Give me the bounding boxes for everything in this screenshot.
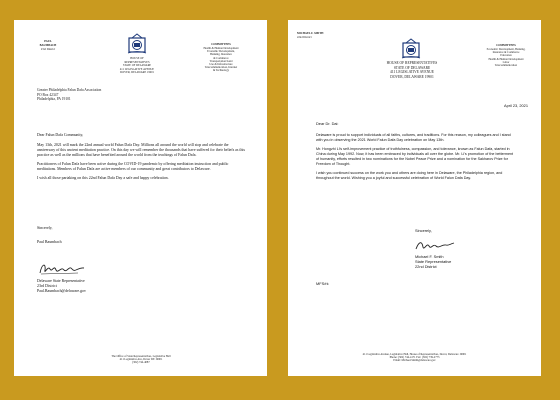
rep-district: 23rd District xyxy=(40,48,56,51)
initials: MFS/rk xyxy=(316,281,329,286)
signature-image xyxy=(414,239,456,253)
address-2: DOVER, DELAWARE 19901 xyxy=(390,74,434,79)
committee-item: Economic Development, xyxy=(207,50,235,54)
address-1: 411 LEGISLATIVE AVENUE xyxy=(390,70,434,74)
delaware-seal-icon xyxy=(400,38,422,60)
committee-item: Health & Human Development xyxy=(203,47,239,50)
signer-title: Delaware State Representative xyxy=(37,279,85,283)
house-title: HOUSE OF xyxy=(130,57,144,60)
rep-district: 22nd District xyxy=(297,36,312,39)
committee-item: Telecommunication xyxy=(494,64,518,68)
footer-line: (302) 744-4087 xyxy=(132,361,150,365)
letter-date: April 23, 2021 xyxy=(503,103,528,108)
footer xyxy=(318,353,511,363)
body-paragraph: I wish you continued success on the work you and others are doing here in Delaware, the Philadelphia region, and throughout the world. Wishing you a joyful and successful celebration of World Falun Dafa Day. xyxy=(316,171,503,180)
recipient-address xyxy=(37,88,217,102)
letter-body xyxy=(316,133,516,186)
rep-lastname: BAUMBACH xyxy=(39,44,57,47)
footer-line: Phone: (302) 744-4171 Fax: (302) 739-2773 xyxy=(389,356,440,360)
signature-image xyxy=(38,261,88,277)
committee-item: Use & Infrastructure xyxy=(209,63,233,67)
committee-item: Health & Human Development xyxy=(488,57,524,61)
committee-item: & Commerce xyxy=(213,56,229,60)
committee-list xyxy=(478,48,534,67)
state: STATE OF DELAWARE xyxy=(393,65,431,70)
salutation: Dear Falun Dafa Community, xyxy=(37,133,84,137)
committee-item: Economic Development, Banking, xyxy=(486,48,526,51)
body-paragraph: I wish all those partaking on this 22nd Falun Dafa Day a safe and happy celebration. xyxy=(37,176,169,180)
body-paragraph: Mr. Hongzhi Li's self-improvement practice of truthfulness, compassion, and tolerance, known as Falun Dafa, started in China during May 1992. Now, it has been embraced by individuals all over the globe. Mr. Li's promotion of the betterment of humanity, efforts resulted in two nominations for the Nobel Peace Prize and a nomination for the Sakharov Prize for Freedom of Thought. xyxy=(316,147,514,166)
letter-left xyxy=(14,20,267,376)
footer-line: The Office of State Representatives, Legislative Hall xyxy=(111,355,171,358)
recipient-line: Greater Philadelphia Falun Dafa Association xyxy=(37,88,102,92)
committee-item: & Technology xyxy=(213,69,229,73)
letter-right xyxy=(288,20,541,376)
committees-title: COMMITTEES xyxy=(211,43,231,46)
house-title: HOUSE OF REPRESENTATIVES xyxy=(386,61,438,65)
salutation: Dear Dr. Dai: xyxy=(316,121,339,126)
delaware-seal-icon xyxy=(126,33,148,55)
committee-item: Telecommunication, Internet xyxy=(204,66,238,70)
signer-district: 22nd District xyxy=(415,264,437,269)
committee-item: Education xyxy=(500,54,512,58)
signer-district: 23rd District xyxy=(37,284,57,288)
rep-name: MICHAEL F. SMITH xyxy=(297,32,324,35)
body-paragraph: May 13th, 2021 will mark the 22nd annual world Falun Dafa Day. Millions all around the world will stop and celebrate the anniversary of this ancient meditation practice. On this day we will remember the thousands that have suffered for their beliefs as this practice as well as the millions that have benefited around the world from the teachings of Falun Dafa. xyxy=(37,143,246,157)
recipient-line: Philadelphia, PA 19101 xyxy=(37,97,71,101)
committee-list xyxy=(192,47,250,73)
committee-item: Transportation/Land xyxy=(209,59,233,63)
closing: Sincerely, xyxy=(415,228,432,233)
footer-line: Email: Michael.Smith@delaware.gov xyxy=(393,359,436,363)
footer-line: 411 Legislative Ave, Dover DE 19901 xyxy=(119,358,163,362)
committee-item: Banking, Insurance xyxy=(210,53,232,57)
committee-item: Labor xyxy=(502,60,510,64)
signer-title: State Representative xyxy=(415,259,452,264)
body-paragraph: Delaware is proud to support individuals of all faiths, cultures, and traditions. For this reason, my colleagues and I stand with you in observing the 2021 World Falun Dafa Day celebration on May 13th. xyxy=(316,133,511,142)
letter-body xyxy=(37,143,245,185)
footer xyxy=(74,355,208,365)
address-1: 411 LEGISLATIVE AVENUE xyxy=(119,67,155,71)
closing: Sincerely, xyxy=(37,226,53,230)
body-paragraph: Practitioners of Falun Dafa have been active during the COVID-19 pandemic by offering meditation instruction and public meditations. Members of Falun Dafa are active members of our community and great contributors to Delaware. xyxy=(37,162,229,171)
committees-title: COMMITTEES xyxy=(496,44,516,47)
signer-name: Michael F. Smith xyxy=(415,254,444,259)
rep-name: PAUL xyxy=(44,40,52,43)
footer-line: 411 Legislative Avenue, Legislative Hall, House of Representatives, Dover, Delaware 19901 xyxy=(362,353,467,356)
signer-name-typed: Paul Baumbach xyxy=(37,240,62,244)
house-title-2: REPRESENTATIVES xyxy=(124,60,150,64)
state: STATE OF DELAWARE xyxy=(122,64,152,67)
signer-email: Paul.Baumbach@delaware.gov xyxy=(37,289,86,293)
address-2: DOVER, DELAWARE 19901 xyxy=(120,71,154,74)
committee-item: Insurance & Commerce xyxy=(492,51,520,55)
recipient-line: PO Box 42347 xyxy=(37,92,59,97)
